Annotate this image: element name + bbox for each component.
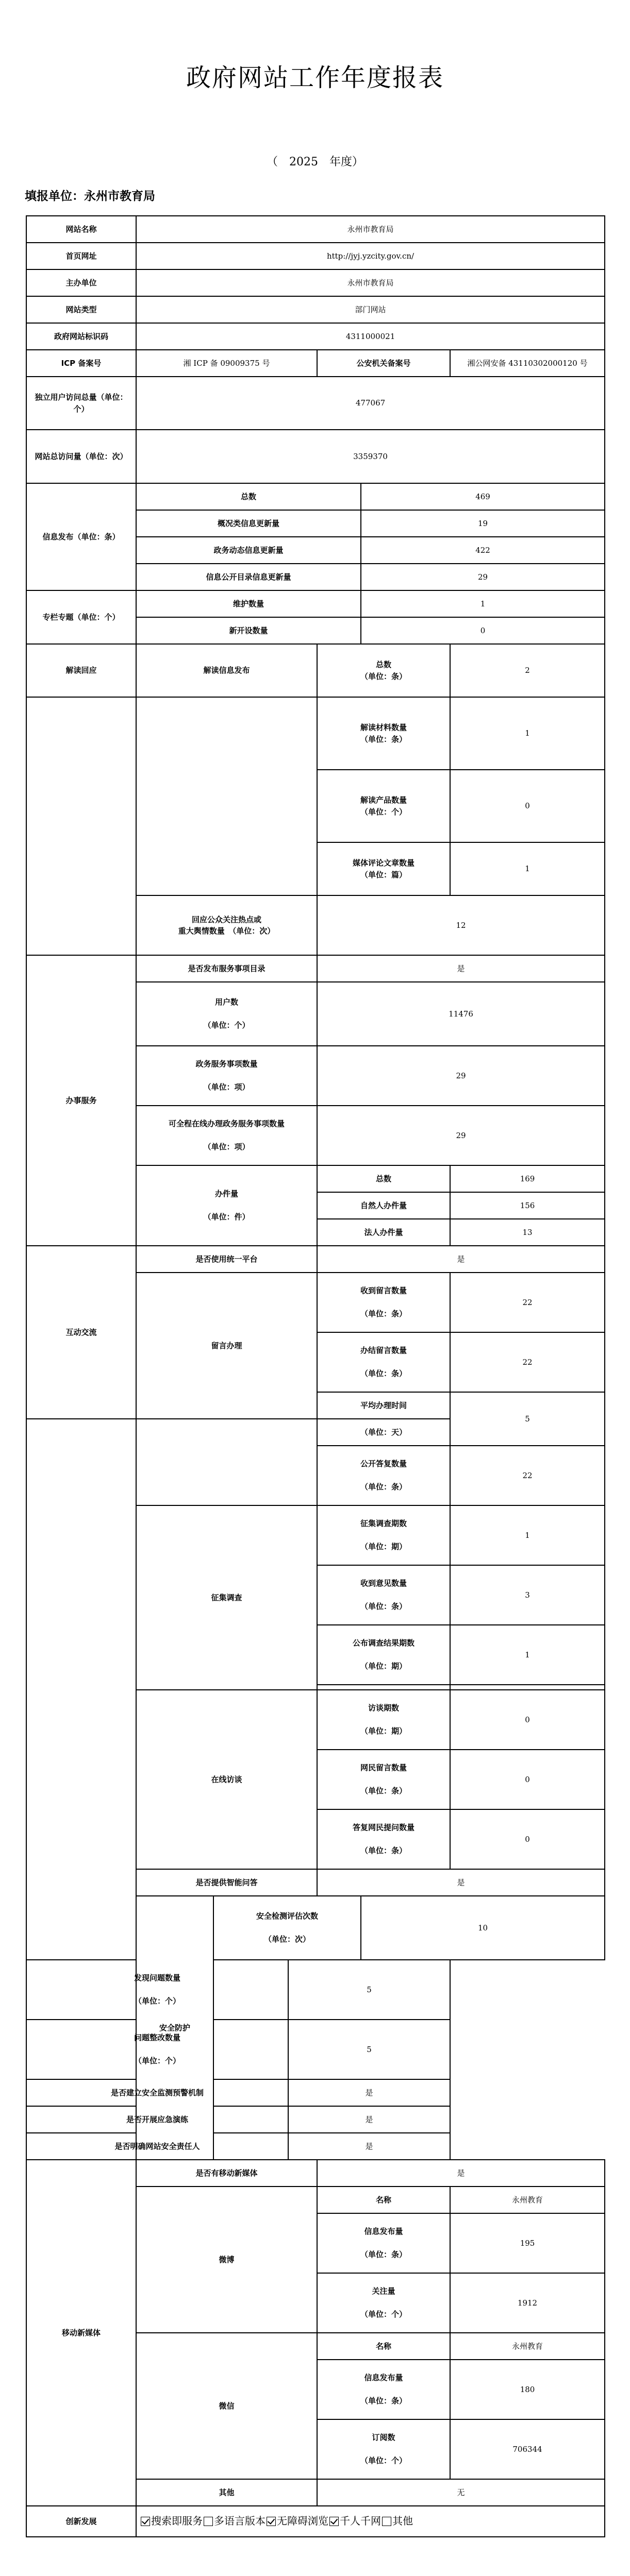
weibo-posts-label: 信息发布量 bbox=[364, 2227, 403, 2236]
handled-natural-value: 156 bbox=[450, 1192, 605, 1219]
interpret-products-value: 0 bbox=[450, 770, 605, 842]
interpret-materials-label: 解读材料数量 bbox=[360, 723, 407, 732]
interpret-materials-value: 1 bbox=[450, 697, 605, 770]
row-sec-monitor bbox=[26, 2079, 605, 2106]
mobile-label: 移动新媒体 bbox=[26, 2160, 136, 2506]
drill-value: 是 bbox=[288, 2106, 450, 2133]
services-users-label: 用户数 bbox=[214, 997, 238, 1007]
site-code-label: 政府网站标识码 bbox=[26, 323, 136, 350]
opinions-cell bbox=[317, 1565, 450, 1625]
interpret-media-value: 1 bbox=[450, 842, 605, 895]
services-users-unit: （单位：个） bbox=[203, 1021, 250, 1030]
netizen-msgs-cell bbox=[317, 1750, 450, 1809]
smart-qa-value: 是 bbox=[317, 1869, 605, 1896]
services-items-unit: （单位：项） bbox=[203, 1082, 250, 1092]
received-value: 22 bbox=[450, 1273, 605, 1332]
netizen-msgs-value: 0 bbox=[450, 1750, 605, 1809]
interaction-empty bbox=[26, 1419, 136, 1960]
services-catalog-label: 是否发布服务事项目录 bbox=[136, 955, 317, 982]
option-label: 其他 bbox=[392, 2515, 413, 2528]
psb-label: 公安机关备案号 bbox=[317, 350, 450, 377]
avg-time-label: 平均办理时间 bbox=[317, 1392, 450, 1419]
services-items-label: 政务服务事项数量 bbox=[195, 1059, 258, 1069]
services-online-unit: （单位：项） bbox=[203, 1142, 250, 1152]
public-reply-label: 公开答复数量 bbox=[360, 1459, 407, 1469]
info-publish-label: 信息发布（单位：条） bbox=[26, 483, 136, 590]
wechat-posts-unit: （单位：条） bbox=[360, 2396, 407, 2406]
interpret-materials-cell bbox=[317, 697, 450, 770]
site-name-value: 永州市教育局 bbox=[136, 216, 605, 243]
option-other[interactable] bbox=[382, 2513, 413, 2529]
option-label: 搜索即服务 bbox=[151, 2515, 203, 2528]
info-overview-value: 19 bbox=[361, 510, 605, 537]
option-multilingual[interactable] bbox=[204, 2513, 266, 2529]
wechat-posts-value: 180 bbox=[450, 2360, 605, 2419]
innovation-options bbox=[136, 2506, 605, 2537]
drill-label: 是否开展应急演练 bbox=[26, 2106, 288, 2133]
interaction-label: 互动交流 bbox=[26, 1246, 136, 1419]
fixed-unit: （单位：个） bbox=[134, 2056, 180, 2066]
handled-cell bbox=[136, 1165, 317, 1246]
special-new-value: 0 bbox=[361, 617, 605, 644]
services-label: 办事服务 bbox=[26, 955, 136, 1246]
site-code-value: 4311000021 bbox=[136, 323, 605, 350]
avg-time-value: 5 bbox=[450, 1392, 605, 1446]
row-interpret-materials bbox=[26, 697, 605, 770]
netizen-msgs-unit: （单位：条） bbox=[360, 1786, 407, 1796]
interpret-total-cell bbox=[317, 644, 450, 697]
received-cell bbox=[317, 1273, 450, 1332]
survey-count-unit: （单位：期） bbox=[360, 1542, 407, 1552]
row-special-maintain bbox=[26, 590, 605, 617]
survey-label: 征集调查 bbox=[136, 1505, 317, 1690]
survey-spacer-a bbox=[317, 1685, 450, 1690]
option-label: 千人千网 bbox=[340, 2515, 381, 2528]
visits-label: 网站总访问量（单位：次） bbox=[26, 430, 136, 483]
wechat-name-label: 名称 bbox=[317, 2333, 450, 2360]
site-type-label: 网站类型 bbox=[26, 296, 136, 323]
interview-label: 在线访谈 bbox=[136, 1690, 317, 1869]
wechat-posts-label: 信息发布量 bbox=[364, 2373, 403, 2383]
results-unit: （单位：期） bbox=[360, 1662, 407, 1671]
handled-total-value: 169 bbox=[450, 1165, 605, 1192]
handled-natural-label: 自然人办件量 bbox=[317, 1192, 450, 1219]
row-visits bbox=[26, 430, 605, 483]
public-reply-unit: （单位：条） bbox=[360, 1482, 407, 1492]
smart-qa-label: 是否提供智能问答 bbox=[136, 1869, 317, 1896]
handled-label: 办件量 bbox=[214, 1189, 238, 1199]
mobile-other-label: 其他 bbox=[136, 2479, 317, 2506]
row-info-total bbox=[26, 483, 605, 510]
interview-count-value: 0 bbox=[450, 1690, 605, 1750]
message-empty bbox=[136, 1419, 317, 1505]
monitor-value: 是 bbox=[288, 2079, 450, 2106]
row-sec-officer bbox=[26, 2133, 605, 2160]
results-value: 1 bbox=[450, 1625, 605, 1685]
weibo-followers-cell bbox=[317, 2273, 450, 2333]
weibo-name-value: 永州教育 bbox=[450, 2187, 605, 2213]
handled-legal-label: 法人办件量 bbox=[317, 1219, 450, 1246]
handled-legal-value: 13 bbox=[450, 1219, 605, 1246]
issues-unit: （单位：个） bbox=[134, 1996, 180, 2006]
services-items-value: 29 bbox=[317, 1046, 605, 1106]
psb-value: 湘公网安备 43110302000120 号 bbox=[450, 350, 605, 377]
done-label: 办结留言数量 bbox=[360, 1346, 407, 1355]
services-online-label: 可全程在线办理政务服务事项数量 bbox=[168, 1119, 285, 1129]
row-interaction-unified bbox=[26, 1246, 605, 1273]
issues-value: 5 bbox=[288, 1960, 450, 2020]
message-label: 留言办理 bbox=[136, 1273, 317, 1419]
interpret-empty-a bbox=[26, 697, 136, 955]
services-users-value: 11476 bbox=[317, 982, 605, 1046]
evaluations-cell bbox=[213, 1896, 361, 1960]
icp-value: 湘 ICP 备 09009375 号 bbox=[136, 350, 317, 377]
checkbox-checked-icon[interactable] bbox=[329, 2517, 339, 2526]
weibo-followers-unit: （单位：个） bbox=[360, 2310, 407, 2319]
row-interpret-total bbox=[26, 644, 605, 697]
opinions-unit: （单位：条） bbox=[360, 1602, 407, 1612]
services-items-cell bbox=[136, 1046, 317, 1106]
fixed-label: 问题整改数量 bbox=[134, 2033, 180, 2043]
special-maintain-label: 维护数量 bbox=[136, 590, 361, 617]
row-mobile-has bbox=[26, 2160, 605, 2187]
wechat-label: 微信 bbox=[136, 2333, 317, 2479]
row-innovation bbox=[26, 2506, 605, 2537]
row-icp bbox=[26, 350, 605, 377]
home-url-value: http://jyj.yzcity.gov.cn/ bbox=[136, 243, 605, 269]
interpret-hotspots-unit: 重大舆情数量 （单位：次） bbox=[178, 926, 275, 936]
interpret-total-value: 2 bbox=[450, 644, 605, 697]
info-overview-label: 概况类信息更新量 bbox=[136, 510, 361, 537]
info-total-label: 总数 bbox=[136, 483, 361, 510]
checkbox-checked-icon[interactable] bbox=[267, 2517, 276, 2526]
innovation-label: 创新发展 bbox=[26, 2506, 136, 2537]
monitor-label: 是否建立安全监测预警机制 bbox=[26, 2079, 288, 2106]
special-maintain-value: 1 bbox=[361, 590, 605, 617]
option-accessibility[interactable] bbox=[267, 2513, 328, 2529]
weibo-posts-cell bbox=[317, 2213, 450, 2273]
received-unit: （单位：条） bbox=[360, 1309, 407, 1319]
evaluations-value: 10 bbox=[361, 1896, 605, 1960]
unified-value: 是 bbox=[317, 1246, 605, 1273]
weibo-followers-label: 关注量 bbox=[372, 2286, 395, 2296]
has-mobile-value: 是 bbox=[317, 2160, 605, 2187]
row-home-url bbox=[26, 243, 605, 269]
row-site-code bbox=[26, 323, 605, 350]
interpret-products-unit: （单位：个） bbox=[360, 807, 407, 817]
services-online-cell bbox=[136, 1106, 317, 1165]
unified-label: 是否使用统一平台 bbox=[136, 1246, 317, 1273]
interpret-publish-label: 解读信息发布 bbox=[136, 644, 317, 697]
row-sec-issues bbox=[26, 1960, 605, 2020]
row-sponsor bbox=[26, 269, 605, 296]
info-catalog-label: 信息公开目录信息更新量 bbox=[136, 564, 361, 590]
fixed-cell bbox=[26, 2020, 288, 2079]
wechat-subs-unit: （单位：个） bbox=[360, 2456, 407, 2466]
results-label: 公布调查结果期数 bbox=[352, 1638, 415, 1648]
received-label: 收到留言数量 bbox=[360, 1286, 407, 1296]
info-total-value: 469 bbox=[361, 483, 605, 510]
officer-value: 是 bbox=[288, 2133, 450, 2160]
mobile-other-value: 无 bbox=[317, 2479, 605, 2506]
public-reply-cell bbox=[317, 1446, 450, 1505]
interpret-hotspots-cell bbox=[136, 895, 317, 955]
special-new-label: 新开设数量 bbox=[136, 617, 361, 644]
row-site-type bbox=[26, 296, 605, 323]
icp-label: ICP 备案号 bbox=[26, 350, 136, 377]
handled-unit: （单位：件） bbox=[203, 1212, 250, 1222]
weibo-posts-unit: （单位：条） bbox=[360, 2250, 407, 2260]
avg-time-unit: （单位：天） bbox=[317, 1419, 450, 1446]
sponsor-label: 主办单位 bbox=[26, 269, 136, 296]
special-label: 专栏专题（单位：个） bbox=[26, 590, 136, 644]
option-label: 多语言版本 bbox=[214, 2515, 266, 2528]
netizen-msgs-label: 网民留言数量 bbox=[360, 1763, 407, 1773]
survey-count-value: 1 bbox=[450, 1505, 605, 1565]
interpret-products-label: 解读产品数量 bbox=[360, 795, 407, 805]
site-name-label: 网站名称 bbox=[26, 216, 136, 243]
page-title: 政府网站工作年度报表 bbox=[186, 63, 444, 92]
option-personalized[interactable] bbox=[329, 2513, 381, 2529]
report-year: （ 2025 年度） bbox=[267, 156, 363, 168]
report-table bbox=[26, 215, 605, 2537]
netizen-replies-label: 答复网民提问数量 bbox=[352, 1823, 415, 1833]
interview-count-label: 访谈期数 bbox=[368, 1703, 399, 1713]
survey-spacer-b bbox=[450, 1685, 605, 1690]
checkbox-empty-icon[interactable] bbox=[382, 2517, 391, 2526]
interpret-total-unit: （单位：条） bbox=[360, 671, 407, 681]
wechat-subs-value: 706344 bbox=[450, 2419, 605, 2479]
checkbox-empty-icon[interactable] bbox=[204, 2517, 213, 2526]
services-users-cell bbox=[136, 982, 317, 1046]
handled-total-label: 总数 bbox=[317, 1165, 450, 1192]
weibo-posts-value: 195 bbox=[450, 2213, 605, 2273]
interpret-media-cell bbox=[317, 842, 450, 895]
security-label: 安全防护 bbox=[136, 1896, 213, 2160]
interview-count-unit: （单位：期） bbox=[360, 1726, 407, 1736]
option-label: 无障碍浏览 bbox=[277, 2515, 328, 2528]
filling-unit: 填报单位：永州市教育局 bbox=[25, 190, 155, 203]
done-cell bbox=[317, 1332, 450, 1392]
public-reply-value: 22 bbox=[450, 1446, 605, 1505]
visitors-value: 477067 bbox=[136, 377, 605, 430]
services-online-value: 29 bbox=[317, 1106, 605, 1165]
weibo-name-label: 名称 bbox=[317, 2187, 450, 2213]
interpret-media-unit: （单位：篇） bbox=[360, 870, 407, 879]
evaluations-label: 安全检测评估次数 bbox=[256, 1911, 318, 1921]
netizen-replies-unit: （单位：条） bbox=[360, 1846, 407, 1856]
services-catalog-value: 是 bbox=[317, 955, 605, 982]
site-type-value: 部门网站 bbox=[136, 296, 605, 323]
checkbox-checked-icon[interactable] bbox=[141, 2517, 150, 2526]
row-sec-drill bbox=[26, 2106, 605, 2133]
officer-label: 是否明确网站安全责任人 bbox=[26, 2133, 288, 2160]
option-search-service[interactable] bbox=[141, 2513, 203, 2529]
row-site-name bbox=[26, 216, 605, 243]
weibo-label: 微博 bbox=[136, 2187, 317, 2333]
opinions-value: 3 bbox=[450, 1565, 605, 1625]
interpret-total-label: 总数 bbox=[375, 660, 391, 669]
interpret-hotspots-value: 12 bbox=[317, 895, 605, 955]
survey-count-cell bbox=[317, 1505, 450, 1565]
home-url-label: 首页网址 bbox=[26, 243, 136, 269]
info-catalog-value: 29 bbox=[361, 564, 605, 590]
opinions-label: 收到意见数量 bbox=[360, 1579, 407, 1588]
interview-count-cell bbox=[317, 1690, 450, 1750]
wechat-subs-label: 订阅数 bbox=[372, 2433, 395, 2443]
survey-count-label: 征集调查期数 bbox=[360, 1519, 407, 1529]
row-sec-fixed bbox=[26, 2020, 605, 2079]
info-news-value: 422 bbox=[361, 537, 605, 564]
sponsor-value: 永州市教育局 bbox=[136, 269, 605, 296]
done-value: 22 bbox=[450, 1332, 605, 1392]
interpret-products-cell bbox=[317, 770, 450, 842]
fixed-value: 5 bbox=[288, 2020, 450, 2079]
weibo-followers-value: 1912 bbox=[450, 2273, 605, 2333]
interpret-materials-unit: （单位：条） bbox=[360, 734, 407, 744]
interpret-hotspots-label: 回应公众关注热点或 bbox=[191, 914, 261, 924]
issues-label: 发现问题数量 bbox=[134, 1973, 180, 1983]
evaluations-unit: （单位：次） bbox=[263, 1935, 310, 1944]
row-services-catalog bbox=[26, 955, 605, 982]
wechat-name-value: 永州教育 bbox=[450, 2333, 605, 2360]
interpret-label: 解读回应 bbox=[26, 644, 136, 697]
netizen-replies-value: 0 bbox=[450, 1809, 605, 1869]
visits-value: 3359370 bbox=[136, 430, 605, 483]
visitors-label: 独立用户访问总量（单位：个） bbox=[26, 377, 136, 430]
interpret-empty-b bbox=[136, 697, 317, 895]
wechat-posts-cell bbox=[317, 2360, 450, 2419]
results-cell bbox=[317, 1625, 450, 1685]
row-visitors bbox=[26, 377, 605, 430]
info-news-label: 政务动态信息更新量 bbox=[136, 537, 361, 564]
done-unit: （单位：条） bbox=[360, 1369, 407, 1379]
wechat-subs-cell bbox=[317, 2419, 450, 2479]
issues-cell bbox=[26, 1960, 288, 2020]
has-mobile-label: 是否有移动新媒体 bbox=[136, 2160, 317, 2187]
interpret-media-label: 媒体评论文章数量 bbox=[352, 858, 415, 868]
netizen-replies-cell bbox=[317, 1809, 450, 1869]
